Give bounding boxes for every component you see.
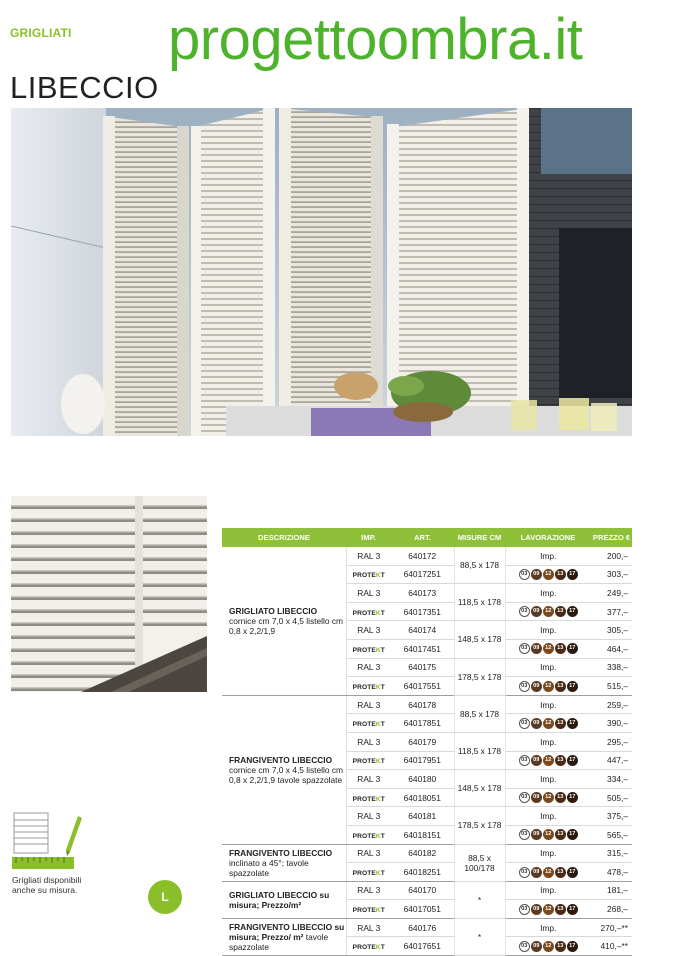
- processing-cell: [505, 602, 591, 621]
- price-cell: 375,–: [591, 807, 632, 826]
- finish-badge: 13: [555, 829, 566, 840]
- table-header-cell: ART.: [391, 528, 454, 547]
- finish-cell: RAL 3: [346, 621, 391, 640]
- finish-cell: RAL 3: [346, 695, 391, 714]
- processing-cell: Imp.: [505, 732, 591, 751]
- finish-badge: 03: [519, 606, 530, 617]
- finish-badge: 03: [519, 718, 530, 729]
- price-cell: 478,–: [591, 863, 632, 882]
- price-cell: 259,–: [591, 695, 632, 714]
- finish-badge: 09: [531, 569, 542, 580]
- finish-badge: 13: [555, 569, 566, 580]
- finish-badges: [519, 829, 578, 840]
- finish-badge: 03: [519, 792, 530, 803]
- finish-badge: 03: [519, 755, 530, 766]
- processing-cell: Imp.: [505, 844, 591, 863]
- processing-cell: [505, 565, 591, 584]
- price-cell: 315,–: [591, 844, 632, 863]
- finish-badge: 09: [531, 941, 542, 952]
- article-code: 640181: [391, 807, 454, 826]
- finish-badge: 09: [531, 867, 542, 878]
- article-code: 64018151: [391, 825, 454, 844]
- finish-badge: 12: [543, 867, 554, 878]
- finish-badge: 17: [567, 904, 578, 915]
- processing-cell: Imp.: [505, 807, 591, 826]
- finish-badges: [519, 792, 578, 803]
- processing-cell: [505, 788, 591, 807]
- finish-badge: 12: [543, 569, 554, 580]
- article-code: 64017451: [391, 639, 454, 658]
- finish-cell: RAL 3: [346, 732, 391, 751]
- article-code: 640174: [391, 621, 454, 640]
- finish-badge: 03: [519, 569, 530, 580]
- processing-cell: [505, 937, 591, 956]
- finish-badge: 17: [567, 867, 578, 878]
- protekt-logo: PROTEKT: [352, 609, 385, 617]
- finish-cell: [346, 825, 391, 844]
- processing-cell: Imp.: [505, 658, 591, 677]
- price-cell: 249,–: [591, 584, 632, 603]
- finish-badge: 03: [519, 904, 530, 915]
- finish-cell: RAL 3: [346, 658, 391, 677]
- dimensions-cell: 88,5 x 178: [454, 547, 505, 584]
- article-code: 640180: [391, 770, 454, 789]
- price-cell: 268,–: [591, 900, 632, 919]
- price-cell: 200,–: [591, 547, 632, 565]
- table-header: [222, 528, 632, 547]
- processing-cell: Imp.: [505, 881, 591, 900]
- protekt-logo: PROTEKT: [352, 758, 385, 766]
- product-title: LIBECCIO: [10, 70, 159, 105]
- price-cell: 390,–: [591, 714, 632, 733]
- article-code: 64018051: [391, 788, 454, 807]
- finish-badge: 17: [567, 755, 578, 766]
- protekt-logo: PROTEKT: [352, 944, 385, 952]
- article-code: 64017551: [391, 677, 454, 696]
- finish-badge: 09: [531, 829, 542, 840]
- finish-badges: [519, 643, 578, 654]
- protekt-logo: PROTEKT: [352, 721, 385, 729]
- finish-badge: 17: [567, 643, 578, 654]
- dimensions-cell: 118,5 x 178: [454, 584, 505, 621]
- article-code: 640179: [391, 732, 454, 751]
- finish-badge: 03: [519, 643, 530, 654]
- price-cell: 295,–: [591, 732, 632, 751]
- finish-badge: 17: [567, 569, 578, 580]
- size-badge: L: [148, 880, 182, 914]
- finish-badge: 12: [543, 755, 554, 766]
- finish-badge: 13: [555, 792, 566, 803]
- finish-badge: 12: [543, 718, 554, 729]
- price-cell: 303,–: [591, 565, 632, 584]
- article-code: 64017251: [391, 565, 454, 584]
- processing-cell: Imp.: [505, 547, 591, 565]
- protekt-logo: PROTEKT: [352, 907, 385, 915]
- article-code: 640176: [391, 918, 454, 937]
- product-description: GRIGLIATO LIBECCIO cornice cm 7,0 x 4,5 listello cm 0,8 x 2,2/1,9: [222, 547, 346, 695]
- finish-badge: 03: [519, 829, 530, 840]
- article-code: 640182: [391, 844, 454, 863]
- processing-cell: Imp.: [505, 621, 591, 640]
- finish-badges: [519, 941, 578, 952]
- price-cell: 377,–: [591, 602, 632, 621]
- finish-badge: 09: [531, 606, 542, 617]
- finish-cell: [346, 863, 391, 882]
- finish-badge: 03: [519, 941, 530, 952]
- finish-badges: [519, 904, 578, 915]
- article-code: 64017051: [391, 900, 454, 919]
- finish-badge: 13: [555, 718, 566, 729]
- finish-badge: 12: [543, 606, 554, 617]
- finish-badges: [519, 681, 578, 692]
- product-description: FRANGIVENTO LIBECCIO su misura; Prezzo/ m² tavole spazzolate: [222, 918, 346, 955]
- article-code: 640178: [391, 695, 454, 714]
- table-row: [222, 695, 632, 714]
- finish-badge: 13: [555, 941, 566, 952]
- table-header-cell: IMP.: [346, 528, 391, 547]
- finish-cell: RAL 3: [346, 547, 391, 565]
- availability-note: [12, 875, 112, 895]
- finish-cell: [346, 565, 391, 584]
- price-cell: 515,–: [591, 677, 632, 696]
- finish-badge: 09: [531, 904, 542, 915]
- finish-badges: [519, 755, 578, 766]
- finish-badge: 12: [543, 904, 554, 915]
- dimensions-cell: 178,5 x 178: [454, 658, 505, 695]
- finish-badge: 12: [543, 829, 554, 840]
- article-code: 64017351: [391, 602, 454, 621]
- article-code: 64017851: [391, 714, 454, 733]
- brand-logo[interactable]: progettoombra.it: [168, 7, 583, 72]
- finish-badge: 12: [543, 643, 554, 654]
- finish-cell: [346, 937, 391, 956]
- finish-cell: [346, 602, 391, 621]
- finish-cell: RAL 3: [346, 918, 391, 937]
- finish-badge: 12: [543, 681, 554, 692]
- finish-badge: 17: [567, 792, 578, 803]
- finish-badge: 03: [519, 681, 530, 692]
- processing-cell: [505, 825, 591, 844]
- product-description: FRANGIVENTO LIBECCIO cornice cm 7,0 x 4,5 listello cm 0,8 x 2,2/1,9 tavole spazzolate: [222, 695, 346, 844]
- dimensions-cell: 88,5 x 178: [454, 695, 505, 732]
- finish-cell: [346, 900, 391, 919]
- article-code: 64018251: [391, 863, 454, 882]
- processing-cell: Imp.: [505, 770, 591, 789]
- article-code: 640170: [391, 881, 454, 900]
- article-code: 640175: [391, 658, 454, 677]
- price-table: [222, 528, 632, 956]
- finish-badge: 17: [567, 718, 578, 729]
- product-description: FRANGIVENTO LIBECCIO inclinato a 45°; tavole spazzolate: [222, 844, 346, 881]
- finish-badge: 09: [531, 681, 542, 692]
- processing-cell: Imp.: [505, 584, 591, 603]
- dimensions-cell: 88,5 x 100/178: [454, 844, 505, 881]
- finish-badge: 13: [555, 867, 566, 878]
- finish-badge: 09: [531, 792, 542, 803]
- section-label: GRIGLIATI: [10, 26, 72, 40]
- finish-badge: 17: [567, 681, 578, 692]
- dimensions-cell: *: [454, 918, 505, 955]
- processing-cell: Imp.: [505, 695, 591, 714]
- made-to-measure-icon: [12, 810, 84, 872]
- finish-cell: RAL 3: [346, 584, 391, 603]
- finish-badge: 17: [567, 606, 578, 617]
- table-row: [222, 881, 632, 900]
- finish-badges: [519, 569, 578, 580]
- article-code: 640173: [391, 584, 454, 603]
- table-header-cell: DESCRIZIONE: [222, 528, 346, 547]
- table-row: [222, 547, 632, 565]
- finish-badge: 13: [555, 643, 566, 654]
- price-cell: 181,–: [591, 881, 632, 900]
- processing-cell: [505, 751, 591, 770]
- price-cell: 464,–: [591, 639, 632, 658]
- dimensions-cell: 178,5 x 178: [454, 807, 505, 844]
- processing-cell: [505, 677, 591, 696]
- finish-cell: [346, 639, 391, 658]
- hero-photo: [11, 108, 632, 436]
- finish-cell: [346, 788, 391, 807]
- protekt-logo: PROTEKT: [352, 683, 385, 691]
- price-cell: 334,–: [591, 770, 632, 789]
- price-cell: 338,–: [591, 658, 632, 677]
- finish-cell: RAL 3: [346, 807, 391, 826]
- price-cell: 305,–: [591, 621, 632, 640]
- finish-badge: 13: [555, 681, 566, 692]
- finish-badge: 03: [519, 867, 530, 878]
- finish-badge: 17: [567, 829, 578, 840]
- price-cell: 565,–: [591, 825, 632, 844]
- dimensions-cell: 148,5 x 178: [454, 621, 505, 658]
- finish-badge: 09: [531, 643, 542, 654]
- protekt-logo: PROTEKT: [352, 832, 385, 840]
- availability-line-2: anche su misura.: [12, 885, 78, 895]
- protekt-logo: PROTEKT: [352, 795, 385, 803]
- table-header-cell: PREZZO €: [591, 528, 632, 547]
- price-cell: 447,–: [591, 751, 632, 770]
- finish-cell: RAL 3: [346, 844, 391, 863]
- finish-badges: [519, 867, 578, 878]
- table-row: [222, 844, 632, 863]
- dimensions-cell: 148,5 x 178: [454, 770, 505, 807]
- price-cell: 410,–**: [591, 937, 632, 956]
- finish-cell: [346, 714, 391, 733]
- finish-cell: [346, 751, 391, 770]
- protekt-logo: PROTEKT: [352, 869, 385, 877]
- finish-badge: 13: [555, 904, 566, 915]
- price-cell: 270,–**: [591, 918, 632, 937]
- processing-cell: [505, 639, 591, 658]
- product-description: GRIGLIATO LIBECCIO su misura; Prezzo/m²: [222, 881, 346, 918]
- finish-badges: [519, 606, 578, 617]
- article-code: 640172: [391, 547, 454, 565]
- availability-line-1: Grigliati disponibili: [12, 875, 82, 885]
- finish-cell: RAL 3: [346, 881, 391, 900]
- dimensions-cell: *: [454, 881, 505, 918]
- price-cell: 505,–: [591, 788, 632, 807]
- finish-cell: RAL 3: [346, 770, 391, 789]
- finish-badges: [519, 718, 578, 729]
- processing-cell: Imp.: [505, 918, 591, 937]
- protekt-logo: PROTEKT: [352, 572, 385, 580]
- table-header-cell: LAVORAZIONE: [505, 528, 591, 547]
- table-header-cell: MISURE CM: [454, 528, 505, 547]
- finish-badge: 09: [531, 755, 542, 766]
- article-code: 64017951: [391, 751, 454, 770]
- finish-badge: 13: [555, 606, 566, 617]
- finish-badge: 09: [531, 718, 542, 729]
- dimensions-cell: 118,5 x 178: [454, 732, 505, 769]
- table-row: [222, 918, 632, 937]
- protekt-logo: PROTEKT: [352, 646, 385, 654]
- article-code: 64017651: [391, 937, 454, 956]
- finish-badge: 13: [555, 755, 566, 766]
- detail-photo: [11, 496, 207, 692]
- finish-badge: 12: [543, 941, 554, 952]
- finish-cell: [346, 677, 391, 696]
- finish-badge: 12: [543, 792, 554, 803]
- processing-cell: [505, 900, 591, 919]
- processing-cell: [505, 714, 591, 733]
- finish-badge: 17: [567, 941, 578, 952]
- processing-cell: [505, 863, 591, 882]
